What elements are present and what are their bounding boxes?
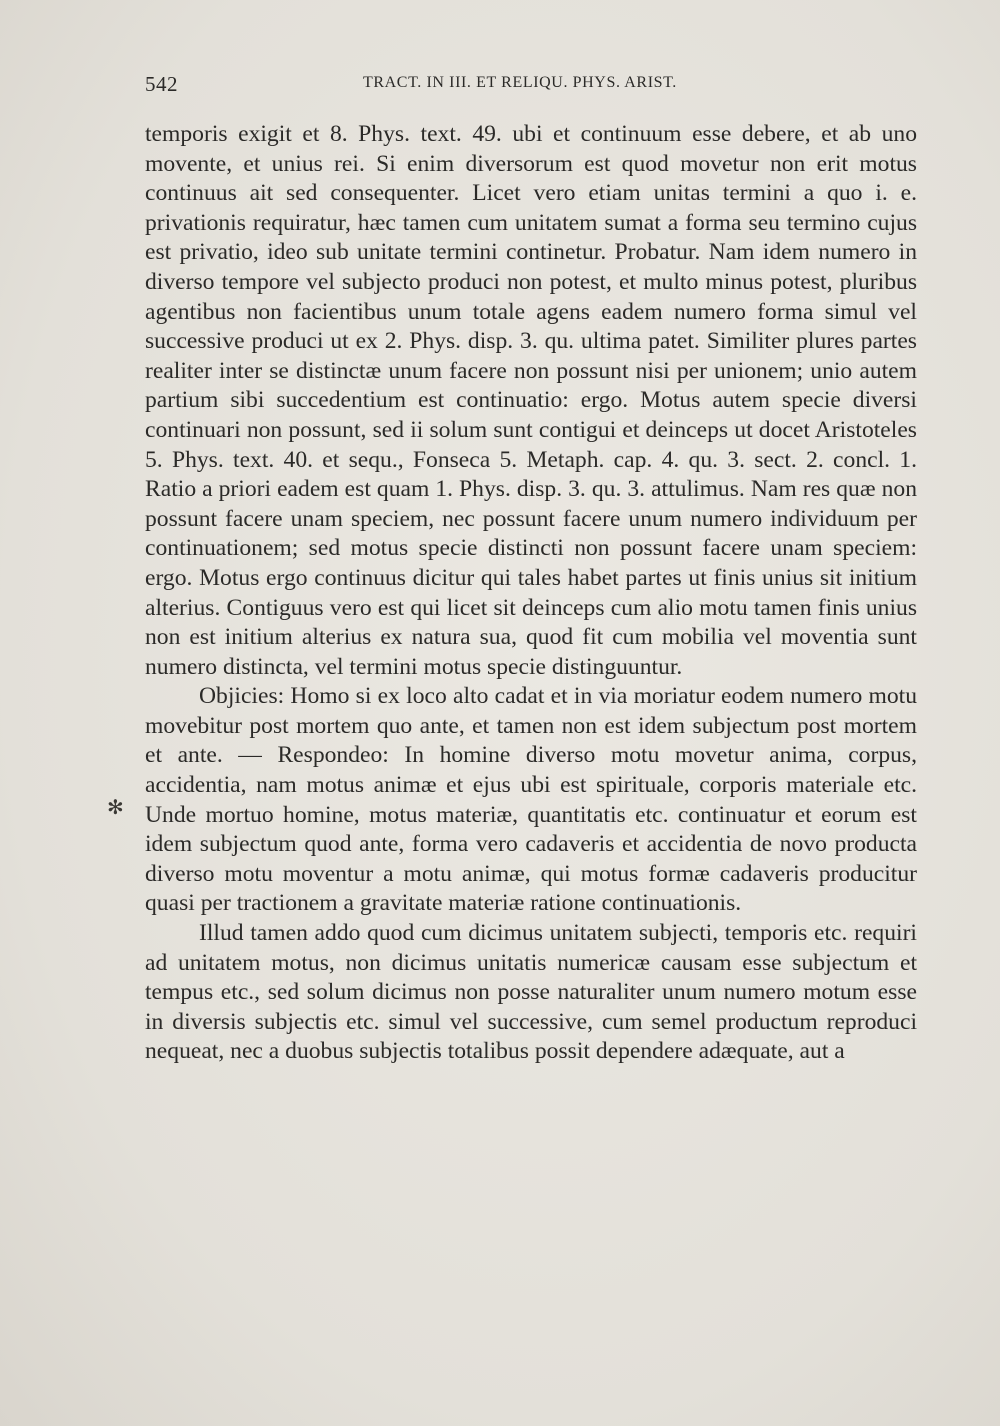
body-text <box>145 120 917 1067</box>
page-number: 542 <box>145 72 178 96</box>
running-head: TRACT. IN III. ET RELIQU. PHYS. ARIST. <box>363 74 677 91</box>
page-header <box>145 72 915 102</box>
paragraph: Illud tamen addo quod cum dicimus unitatem subjecti, temporis etc. requiri ad unitatem motus, non dicimus unitatis numericæ causam esse subjectum et tempus etc., sed solum dicimus non posse naturaliter unum numero motum esse in diversis subjectis etc. simul vel successive, cum semel productum reproduci nequeat, nec a duobus subjectis totalibus possit dependere adæquate, aut a <box>145 920 917 1065</box>
paragraph: temporis exigit et 8. Phys. text. 49. ubi et continuum esse debere, et ab uno movente, et unius rei. Si enim diversorum est quod movetur non erit motus continuus ait sed consequenter. Licet vero etiam unitas termini a quo i. e. privationis requiratur, hæc tamen cum unitatem sumat a forma seu termino cujus est privatio, ideo sub unitate termini continetur. Probatur. Nam idem numero in diverso tempore vel subjecto produci non potest, et multo minus potest, pluribus agentibus non facientibus unum totale agens eadem numero forma simul vel successive produci ut ex 2. Phys. disp. 3. qu. ultima patet. Similiter plures partes realiter inter se distinctæ unum facere non possunt nisi per unionem; unio autem partium sibi succedentium est continuatio: ergo. Motus autem specie diversi continuari non possunt, sed ii solum sunt contigui et deinceps ut docet Aristoteles 5. Phys. text. 40. et sequ., Fonseca 5. Metaph. cap. 4. qu. 3. sect. 2. concl. 1. Ratio a priori eadem est quam 1. Phys. disp. 3. qu. 3. attulimus. Nam res quæ non possunt facere unam speciem, nec possunt facere unum numero individuum per continuationem; sed motus specie distincti non possunt facere unam speciem: ergo. Motus ergo continuus dicitur qui tales habet partes ut finis unius sit initium alterius. Contiguus vero est qui licet sit deinceps cum alio motu tamen finis unius non est initium alterius ex natura sua, quod fit cum mobilia vel moventia sunt numero distincta, vel termini motus specie distinguuntur. <box>145 121 917 680</box>
margin-ink-mark-icon: ✻ <box>107 797 124 819</box>
paragraph: Objicies: Homo si ex loco alto cadat et in via moriatur eodem numero motu movebitur post mortem quo ante, et tamen non est idem subjectum post mortem et ante. — Respondeo: In homine diverso motu movetur anima, corpus, accidentia, nam motus animæ et ejus ubi est spirituale, corporis materiale etc. Unde mortuo homine, motus materiæ, quantitatis etc. continuatur et eorum est idem subjectum quod ante, forma vero cadaveris et accidentia de novo producta diverso motu moventur a motu animæ, qui motus formæ cadaveris producitur quasi per tractionem a gravitate materiæ ratione continuationis. <box>145 683 917 917</box>
